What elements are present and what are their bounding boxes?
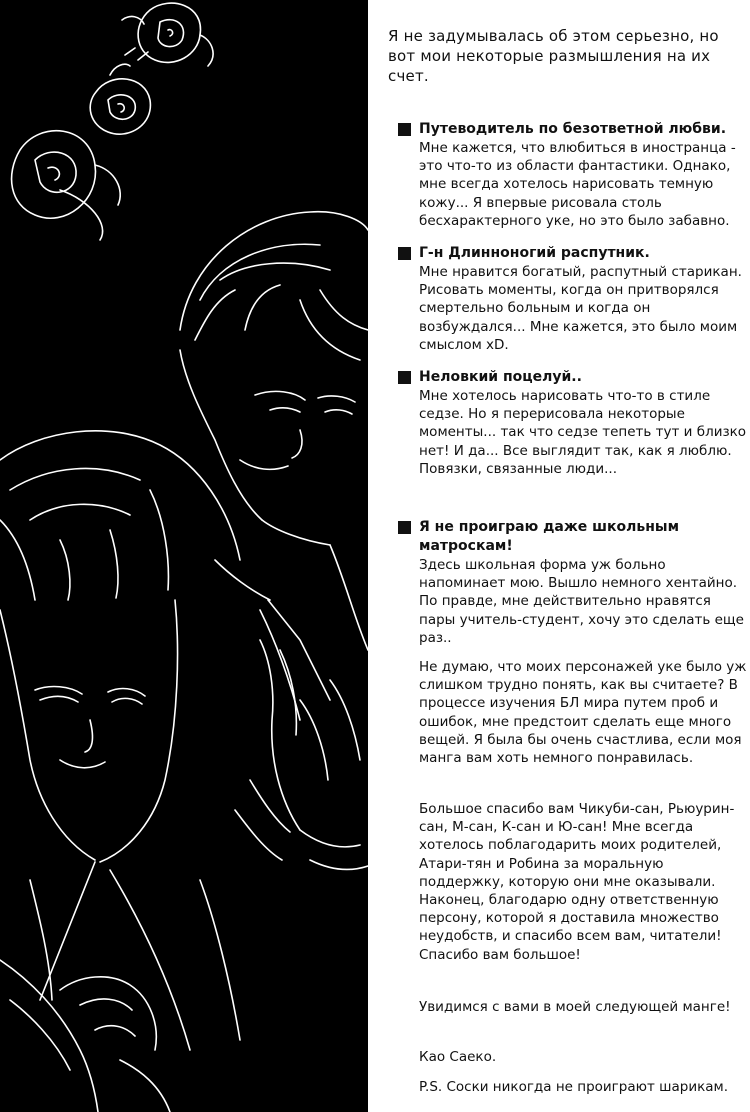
section-unrequited-love: [398, 120, 748, 230]
manga-lineart-illustration: [0, 0, 368, 1112]
hand-lineart: [60, 640, 368, 1112]
section-title: Г-н Длинноногий распутник.: [398, 244, 748, 263]
section-body: Мне нравится богатый, распутный старикан. Рисовать моменты, когда он притворялся смертельно больным и когда он возбуждался... Мне кажется, это было моим смыслом xD.: [419, 264, 742, 353]
section-school-sailor-suits: [398, 518, 748, 647]
square-bullet-icon: [398, 247, 411, 260]
section-body: Мне кажется, что влюбиться в иностранца - это что-то из области фантастики. Однако, мне всегда хотелось нарисовать темную кожу... Я впервые рисовала столь бесхарактерного уке, но это было забавно.: [419, 140, 736, 229]
section-title: Путеводитель по безответной любви.: [398, 120, 748, 139]
afterword-text-column: [368, 0, 750, 1112]
square-bullet-icon: [398, 123, 411, 136]
back-character-lineart: [180, 212, 368, 720]
front-character-lineart: [0, 431, 240, 1112]
section-title: Я не проиграю даже школьным матроскам!: [398, 518, 748, 556]
closing-paragraph-thanks: Большое спасибо вам Чикуби-сан, Рьюурин-сан, М-сан, К-сан и Ю-сан! Мне всегда хотелось поблагодарить моих родителей, Атари-тян и Робина за моральную поддержку, которую они мне оказывали. Наконец, благодарю одну ответственную персону, которой я доставила множество неудобств, и спасибо всем вам, читатели! Спасибо вам большое!: [419, 801, 735, 963]
manga-artwork-panel: [0, 0, 368, 1112]
square-bullet-icon: [398, 521, 411, 534]
section-title: Неловкий поцелуй..: [398, 368, 748, 387]
intro-paragraph: Я не задумывалась об этом серьезно, но вот мои некоторые размышления на их счет.: [388, 27, 719, 85]
square-bullet-icon: [398, 371, 411, 384]
rose-decoration: [12, 3, 213, 240]
section-body: Мне хотелось нарисовать что-то в стиле седзе. Но я перерисовала некоторые моменты... так что седзе тепеть тут и близко нет! И да... Все выглядит так, как я люблю. Повязки, связанные люди...: [419, 388, 747, 477]
author-signature: Као Саеко.: [419, 1049, 497, 1065]
section-awkward-kiss: [398, 368, 748, 478]
section-long-legged-rake: [398, 244, 748, 354]
postscript: P.S. Соски никогда не проиграют шарикам.: [419, 1079, 728, 1095]
closing-paragraph-farewell: Увидимся с вами в моей следующей манге!: [419, 999, 731, 1015]
section-body: Здесь школьная форма уж больно напоминает мою. Вышло немного хентайно. По правде, мне действительно нравятся пары учитель-студент, хочу это сделать еще раз..: [419, 557, 744, 646]
closing-paragraph-reflection: Не думаю, что моих персонажей уке было уж слишком трудно понять, как вы считаете? В процессе изучения БЛ мира путем проб и ошибок, мне предстоит сделать еще много вещей. Я была бы очень счастлива, если моя манга вам хоть немного понравилась.: [419, 659, 747, 767]
